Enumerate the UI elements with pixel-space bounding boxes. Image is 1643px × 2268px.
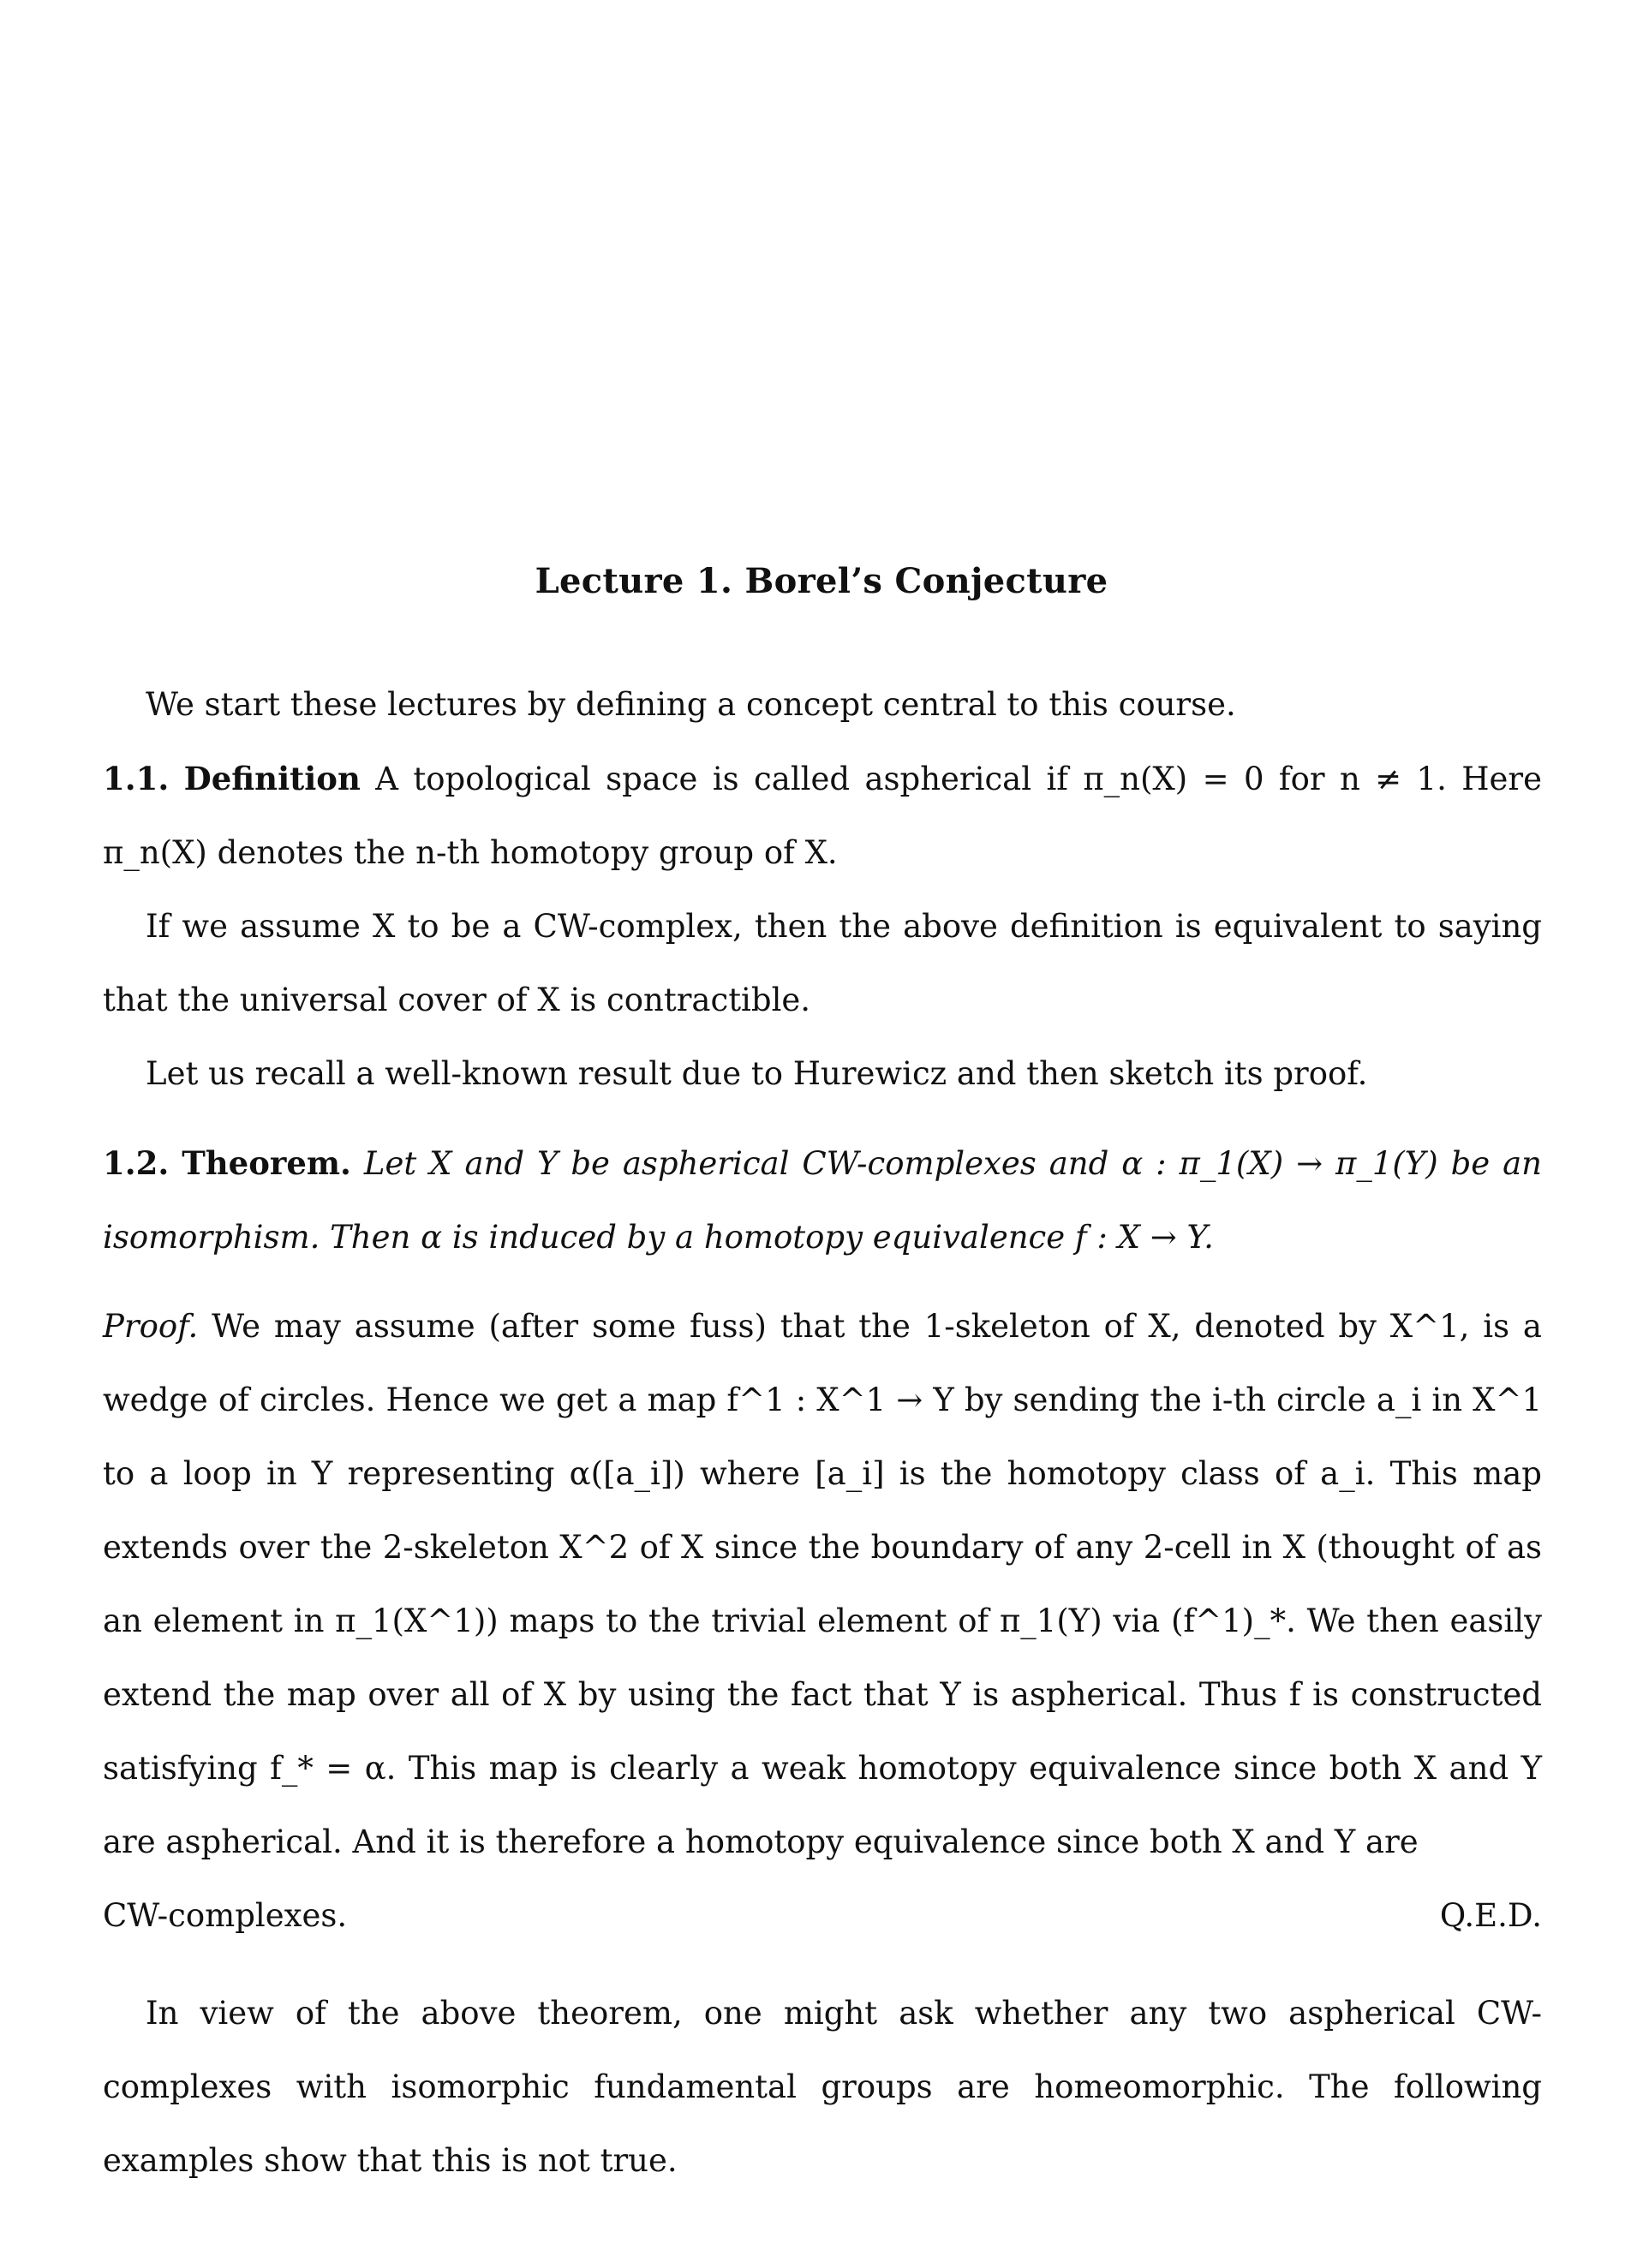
proof-text: We may assume (after some fuss) that the 1-skeleton of X, denoted by X^1, is a wedge of circles. Hence we get a map f^1 : X^1 → Y by sending the i-th circle a_i in X^1 to a loop in Y representing α([a_i]) where [a_i] is the homotopy class of a_i. This map extends over the 2-skeleton X^2 of X since the boundary of any 2-cell in X (thought of as an element in π_1(X^1)) maps to the trivial element of π_1(Y) via (f^1)_*. We then easily extend the map over all of X by using the fact that Y is aspherical. Thus f is constructed satisfying f_* = α. This map is clearly a weak homotopy equivalence since both X and Y are aspherical. And it is therefore a homotopy equivalence since both X and Y are [103,1308,1542,1860]
theorem-block [103,1126,1542,1274]
proof-last-line: CW-complexes. [103,1897,348,1934]
definition-block [103,742,1542,890]
qed-mark: Q.E.D. [1439,1897,1542,1934]
theorem-number: 1.2. [103,1144,170,1182]
definition-heading: Definition [183,760,361,797]
theorem-text: Let X and Y be aspherical CW-complexes and α : π_1(X) → π_1(Y) be an isomorphism. Then α is induced by a homotopy equivalence f : X → Y. [103,1145,1543,1256]
proof-label: Proof. [103,1308,199,1345]
proof-end-line [103,1879,1542,1953]
definition-text: A topological space is called aspherical if π_n(X) = 0 for n ≠ 1. Here π_n(X) denotes the n-th homotopy group of X. [103,761,1542,871]
cw-remark-paragraph: If we assume X to be a CW-complex, then the above definition is equivalent to saying that the universal cover of X is contractible. [103,908,1542,1018]
theorem-heading: Theorem. [182,1144,351,1182]
definition-number: 1.1. [103,760,170,797]
page-title: Lecture 1. Borel’s Conjecture [535,561,1108,601]
page-body [103,668,1542,2198]
recall-paragraph: Let us recall a well-known result due to Hurewicz and then sketch its proof. [146,1055,1368,1092]
proof-block [103,1290,1542,1879]
closing-paragraph: In view of the above theorem, one might ask whether any two aspherical CW-complexes with isomorphic fundamental groups are homeomorphic. The following examples show that this is not true. [103,1995,1542,2179]
intro-paragraph: We start these lectures by defining a concept central to this course. [146,686,1236,723]
